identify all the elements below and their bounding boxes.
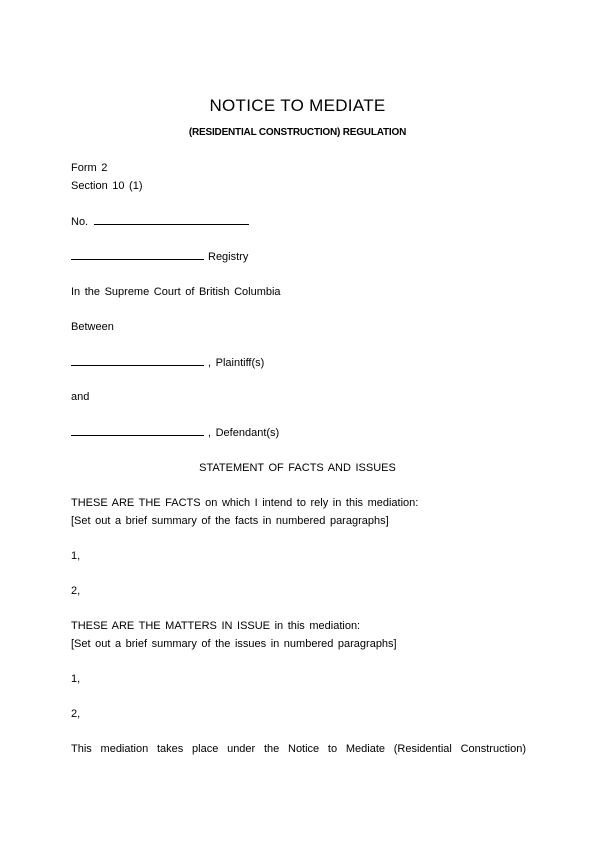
facts-intro: THESE ARE THE FACTS on which I intend to rely in this mediation: [71, 497, 419, 509]
issues-intro: THESE ARE THE MATTERS IN ISSUE in this mediation: [71, 620, 361, 632]
defendant-line [71, 426, 279, 440]
defendant-blank[interactable] [71, 426, 204, 436]
section-reference: Section 10 (1) [71, 180, 143, 192]
form-number: Form 2 [71, 162, 108, 174]
file-number-line [71, 215, 249, 229]
file-number-blank[interactable] [94, 215, 249, 225]
plaintiff-label: , Plaintiff(s) [208, 357, 265, 369]
court-name: In the Supreme Court of British Columbia [71, 286, 281, 298]
document-title: NOTICE TO MEDIATE [209, 96, 386, 115]
facts-item: 2, [71, 585, 81, 597]
issues-instruction: [Set out a brief summary of the issues in numbered paragraphs] [71, 638, 397, 650]
registry-blank[interactable] [71, 250, 204, 260]
closing-line: This mediation takes place under the Notice to Mediate (Residential Construction) [71, 743, 526, 755]
registry-label: Registry [208, 251, 249, 263]
and-label: and [71, 391, 90, 403]
plaintiff-blank[interactable] [71, 356, 204, 366]
facts-instruction: [Set out a brief summary of the facts in numbered paragraphs] [71, 515, 389, 527]
file-number-label: No. [71, 216, 89, 228]
facts-item: 1, [71, 550, 81, 562]
registry-line [71, 250, 248, 264]
issues-item: 2, [71, 708, 81, 720]
plaintiff-line [71, 356, 264, 370]
defendant-label: , Defendant(s) [208, 427, 280, 439]
statement-heading: STATEMENT OF FACTS AND ISSUES [199, 462, 396, 474]
between-label: Between [71, 321, 114, 333]
document-subtitle: (RESIDENTIAL CONSTRUCTION) REGULATION [188, 127, 407, 138]
issues-item: 1, [71, 673, 81, 685]
